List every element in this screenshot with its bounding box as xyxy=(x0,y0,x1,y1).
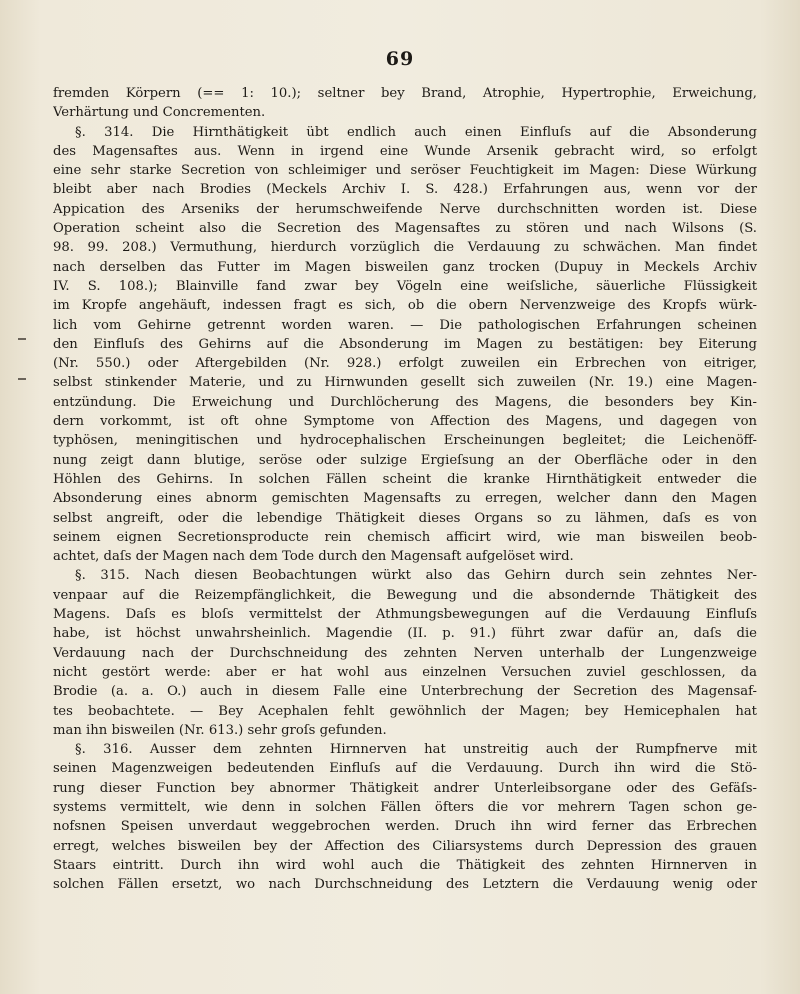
text-line: achtet, daſs der Magen nach dem Tode durch den Magensaft aufgelöset wird. xyxy=(53,549,574,565)
margin-mark xyxy=(18,338,26,340)
text-line: erregt, welches bisweilen bey der Affection des Ciliarsystems durch Depression des grauen xyxy=(53,838,757,854)
text-line: nicht gestört werde: aber er hat wohl aus einzelnen Versuchen zuviel geschlossen, da xyxy=(53,664,757,680)
text-line: des Magensaftes aus. Wenn in irgend eine Wunde Arsenik gebracht wird, so erfolgt xyxy=(53,143,757,159)
text-line: typhösen, meningitischen und hydrocephalischen Erscheinungen begleitet; die Leichenöff- xyxy=(53,433,757,449)
text-line: entzündung. Die Erweichung und Durchlöcherung des Magens, die besonders bey Kin- xyxy=(53,394,757,410)
text-line: Brodie (a. a. O.) auch in diesem Falle eine Unterbrechung der Secretion des Magensaf- xyxy=(53,684,757,700)
text-line: rung dieser Function bey abnormer Thätigkeit andrer Unterleibsorgane oder des Gefäſs- xyxy=(53,780,757,796)
text-line: bleibt aber nach Brodies (Meckels Archiv I. S. 428.) Erfahrungen aus, wenn vor der xyxy=(53,182,757,198)
text-line: Appication des Arseniks der herumschweifende Nerve durchschnitten worden ist. Diese xyxy=(53,201,757,217)
text-line: man ihn bisweilen (Nr. 613.) sehr groſs gefunden. xyxy=(53,722,387,738)
text-line: Absonderung eines abnorm gemischten Magensafts zu erregen, welcher dann den Magen xyxy=(53,491,757,507)
text-line: selbst angreift, oder die lebendige Thätigkeit dieses Organs so zu lähmen, daſs es von xyxy=(53,510,757,526)
text-line: (Nr. 550.) oder Aftergebilden (Nr. 928.) erfolgt zuweilen ein Erbrechen von eitriger, xyxy=(53,356,757,372)
paragraph-314-start: §. 314. Die Hirnthätigkeit übt endlich auch einen Einfluſs auf die Absonderung xyxy=(75,124,757,140)
text-line: selbst stinkender Materie, und zu Hirnwunden gesellt sich zuweilen (Nr. 19.) eine Magen- xyxy=(53,375,757,391)
text-line: nofsnen Speisen unverdaut weggebrochen werden. Druch ihn wird ferner das Erbrechen xyxy=(53,819,757,835)
margin-mark xyxy=(18,378,26,380)
text-line: Verhärtung und Concrementen. xyxy=(53,105,266,121)
paragraph-315-start: §. 315. Nach diesen Beobachtungen würkt also das Gehirn durch sein zehntes Ner- xyxy=(75,568,757,584)
text-line: venpaar auf die Reizempfänglichkeit, die Bewegung und die absondernde Thätigkeit des xyxy=(53,587,757,603)
text-line: fremden Körpern (== 1: 10.); seltner bey Brand, Atrophie, Hypertrophie, Erweichung, xyxy=(53,86,757,101)
body-text xyxy=(53,84,757,894)
text-line: IV. S. 108.); Blainville fand zwar bey Vögeln eine weiſsliche, säuerliche Flüssigkeit xyxy=(53,278,757,294)
text-line: tes beobachtete. — Bey Acephalen fehlt gewöhnlich der Magen; bey Hemicephalen hat xyxy=(53,703,757,719)
text-line: den Einfluſs des Gehirns auf die Absonderung im Magen zu bestätigen: bey Eiterung xyxy=(53,336,757,352)
text-line: Verdauung nach der Durchschneidung des zehnten Nerven unterhalb der Lungenzweige xyxy=(53,645,757,661)
text-line: lich vom Gehirne getrennt worden waren. — Die pathologischen Erfahrungen scheinen xyxy=(53,317,757,333)
text-line: Höhlen des Gehirns. In solchen Fällen scheint die kranke Hirnthätigkeit entweder die xyxy=(53,471,757,487)
text-line: seinem eignen Secretionsproducte rein chemisch afficirt wird, wie man bisweilen beob- xyxy=(53,529,757,545)
text-line: systems vermittelt, wie denn in solchen Fällen öfters die vor mehrern Tagen schon ge- xyxy=(53,799,757,815)
text-line: Operation scheint also die Secretion des Magensaftes zu stören und nach Wilsons (S. xyxy=(53,221,757,237)
text-line: im Kropfe angehäuft, indessen fragt es sich, ob die obern Nervenzweige des Kropfs würk- xyxy=(53,298,757,314)
text-line: Magens. Daſs es bloſs vermittelst der Athmungsbewegungen auf die Verdauung Einfluſs xyxy=(53,607,757,623)
text-line: seinen Magenzweigen bedeutenden Einfluſs auf die Verdauung. Durch ihn wird die Stö- xyxy=(53,761,757,777)
text-line: 98. 99. 208.) Vermuthung, hierdurch vorzüglich die Verdauung zu schwächen. Man findet xyxy=(53,240,757,256)
text-line: dern vorkommt, ist oft ohne Symptome von Affection des Magens, und dagegen von xyxy=(53,414,757,430)
text-line: eine sehr starke Secretion von schleimiger und seröser Feuchtigkeit im Magen: Diese Würkung xyxy=(53,163,757,179)
page-number: 69 xyxy=(385,48,415,70)
paragraph-316-start: §. 316. Ausser dem zehnten Hirnnerven hat unstreitig auch der Rumpfnerve mit xyxy=(75,742,757,758)
text-line: nung zeigt dann blutige, seröse oder sulzige Ergieſsung an der Oberfläche oder in den xyxy=(53,452,757,468)
text-line: solchen Fällen ersetzt, wo nach Durchschneidung des Letztern die Verdauung wenig oder xyxy=(53,877,757,893)
text-line: habe, ist höchst unwahrsheinlich. Magendie (II. p. 91.) führt zwar dafür an, daſs die xyxy=(53,626,757,642)
text-line: Staars eintritt. Durch ihn wird wohl auch die Thätigkeit des zehnten Hirnnerven in xyxy=(53,857,757,873)
text-line: nach derselben das Futter im Magen bisweilen ganz trocken (Dupuy in Meckels Archiv xyxy=(53,259,757,275)
